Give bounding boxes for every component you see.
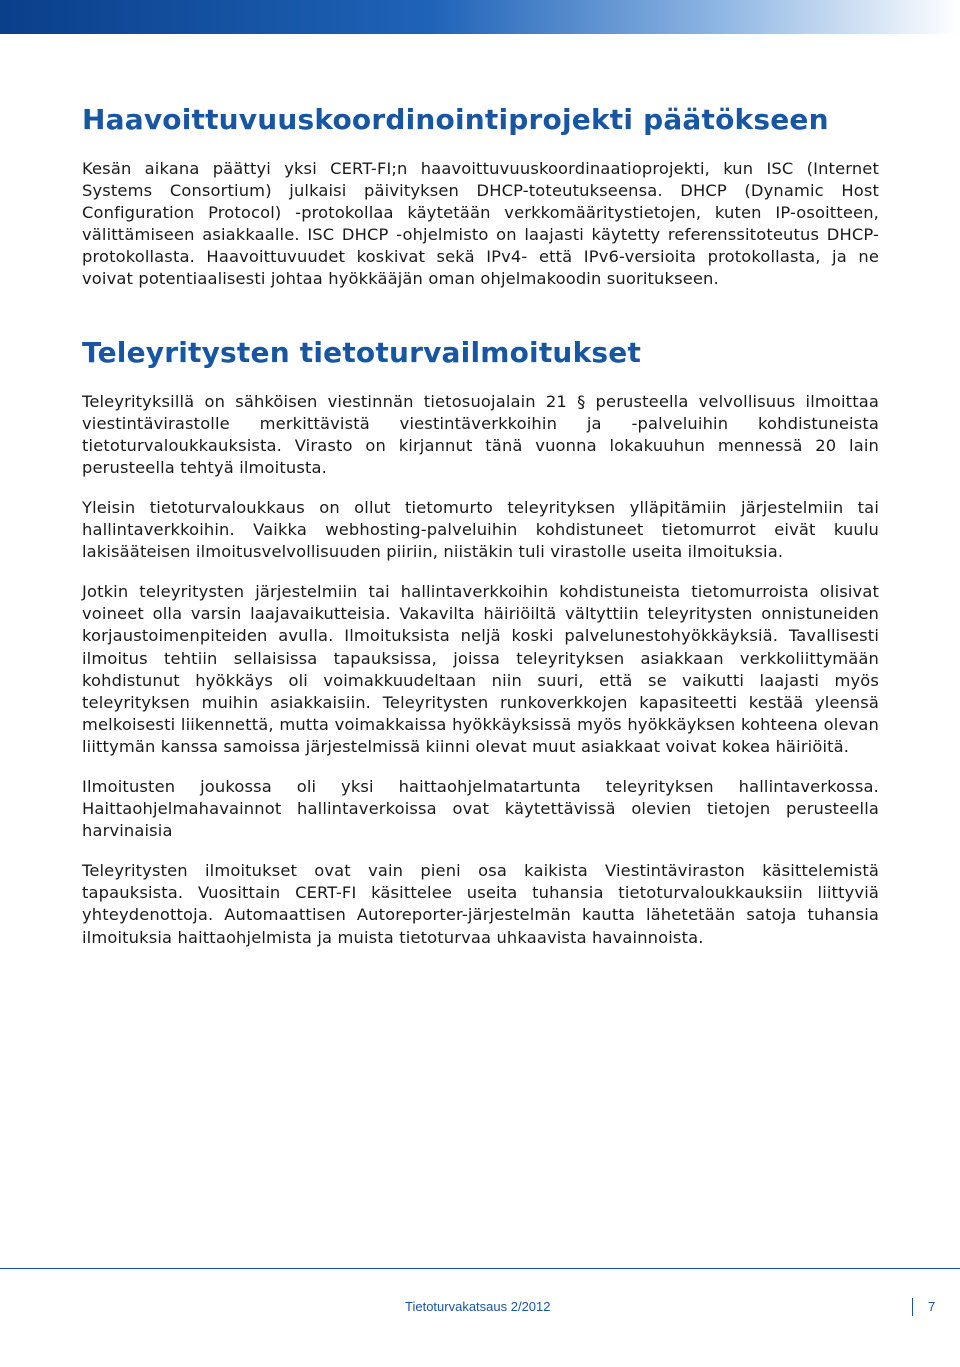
paragraph: Kesän aikana päättyi yksi CERT-FI;n haavoittuvuuskoordinaatioprojekti, kun ISC (Internet Systems Consortium) julkaisi päivityksen DHCP-toteutukseensa. DHCP (Dynamic Host Configuration Protocol) -protokollaa käytetään verkkomääritystietojen, kuten IP-osoitteen, välittämiseen asiakkaalle. ISC DHCP -ohjelmisto on laajasti käytetty referenssitoteutus DHCP-protokollasta. Haavoittuvuudet koskivat sekä IPv4- että IPv6-versioita protokollasta, ja ne voivat potentiaalisesti johtaa hyökkääjän oman ohjelmakoodin suoritukseen. [82, 159, 879, 289]
section-telecom-security-notices [82, 333, 879, 949]
footer-publication: Tietoturvakatsaus 2/2012 [405, 1299, 551, 1314]
section-heading: Teleyritysten tietoturvailmoitukset [82, 335, 642, 369]
page-number: 7 [928, 1299, 936, 1314]
page-content [82, 100, 879, 967]
header-band [0, 0, 960, 34]
section-heading: Haavoittuvuuskoordinointiprojekti päätökseen [82, 103, 829, 136]
paragraph: Teleyritysten ilmoitukset ovat vain pieni osa kaikista Viestintäviraston käsittelemistä tapauksista. Vuosittain CERT-FI käsittelee useita tuhansia tietoturvaloukkauksiin liittyviä yhteydenottoja. Automaattisen Autoreporter-järjestelmän kautta lähetetään satoja tuhansia ilmoituksia haittaohjelmista ja muista tietoturvaa uhkaavista havainnoista. [82, 861, 879, 947]
section-vulnerability-coordination [82, 100, 879, 291]
footer-separator [912, 1298, 913, 1316]
paragraph: Jotkin teleyritysten järjestelmiin tai hallintaverkkoihin kohdistuneista tietomurroista olisivat voineet olla varsin laajavaikutteisia. Vakavilta häiriöiltä vältyttiin teleyritysten onnistuneiden korjaustoimenpiteiden avulla. Ilmoituksista neljä koski palvelunestohyökkäyksiä. Tavallisesti ilmoitus tehtiin sellaisissa tapauksissa, joissa teleyrityksen asiakkaan verkkoliittymään kohdistunut hyökkäys oli voimakkuudeltaan niin suuri, että se vaikutti laajasti myös teleyrityksen muihin asiakkaisiin. Teleyritysten runkoverkkojen kapasiteetti kestää yleensä melkoisesti liikennettä, mutta voimakkaissa hyökkäyksissä myös hyökkäyksen kohteena olevan liittymän kanssa samoissa järjestelmissä kiinni olevat muut asiakkaat voivat kokea häiriöitä. [82, 582, 879, 756]
paragraph: Yleisin tietoturvaloukkaus on ollut tietomurto teleyrityksen ylläpitämiin järjestelmiin tai hallintaverkkoihin. Vaikka webhosting-palveluihin kohdistuneet tietomurrot eivät kuulu lakisääteisen ilmoitusvelvollisuuden piiriin, niistäkin tuli virastolle useita ilmoituksia. [82, 497, 879, 562]
paragraph: Teleyrityksillä on sähköisen viestinnän tietosuojalain 21 § perusteella velvollisuus ilmoittaa viestintävirastolle merkittävistä viestintäverkkoihin ja -palveluihin kohdistuneista tietoturvaloukkauksista. Virasto on kirjannut tänä vuonna lokakuuhun mennessä 20 lain perusteella tehtyä ilmoitusta. [82, 391, 879, 477]
paragraph: Ilmoitusten joukossa oli yksi haittaohjelmatartunta teleyrityksen hallintaverkossa. Haittaohjelmahavainnot hallintaverkoissa ovat käytettävissä olevien tietojen perusteella harvinaisia [82, 776, 879, 841]
footer-divider [0, 1268, 960, 1269]
